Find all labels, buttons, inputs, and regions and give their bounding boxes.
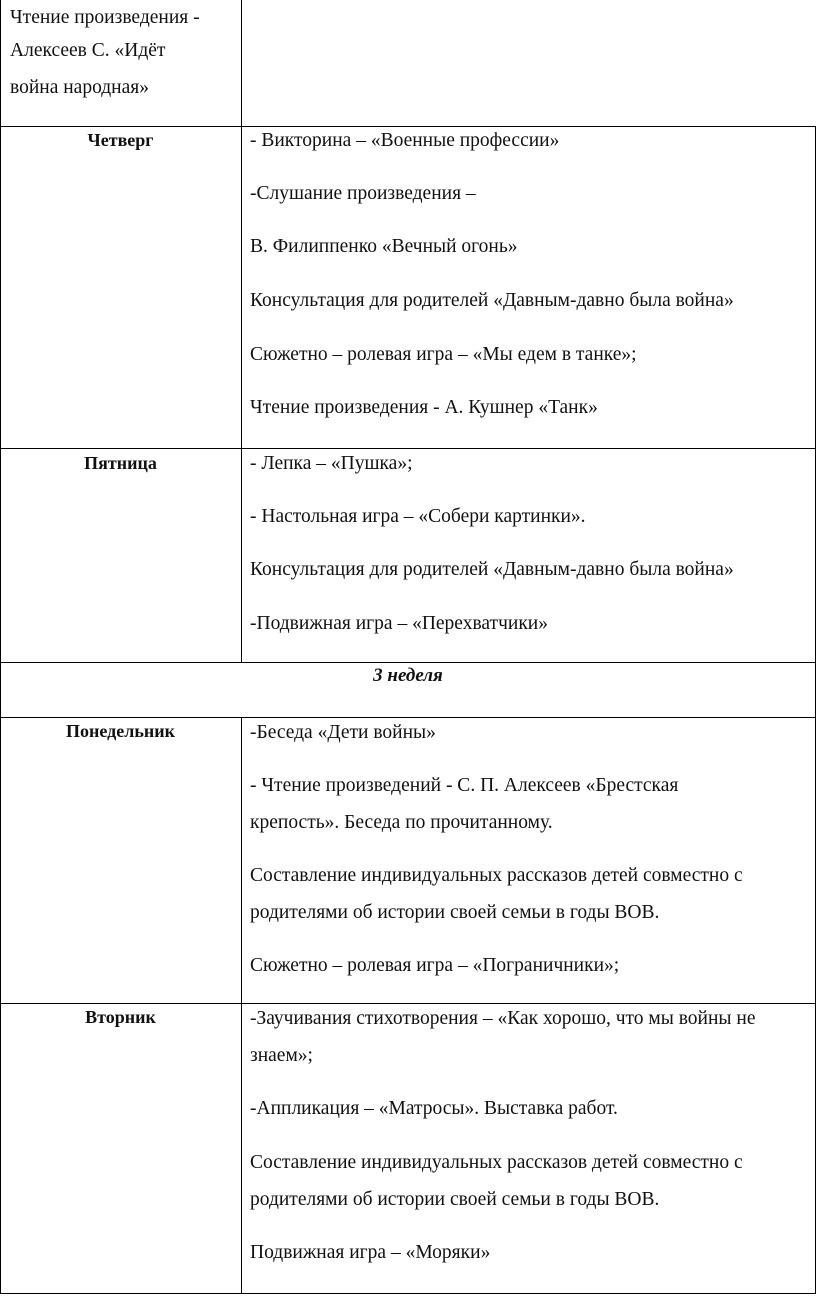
day-label-thursday: Четверг <box>87 130 154 150</box>
activity-line: - Чтение произведений - С. П. Алексеев «Брестская <box>250 775 679 796</box>
activity-line: -Аппликация – «Матросы». Выставка работ. <box>250 1098 618 1119</box>
activity-line: -Подвижная игра – «Перехватчики» <box>250 613 548 634</box>
activity-line: Сюжетно – ролевая игра – «Мы едем в танке»; <box>250 344 637 365</box>
row-border <box>0 662 816 663</box>
activity-line: -Слушание произведения – <box>250 183 476 204</box>
activity-line: Алексеев С. «Идёт <box>10 40 166 61</box>
activity-line: крепость». Беседа по прочитанному. <box>250 812 553 833</box>
activity-line: знаем»; <box>250 1045 313 1066</box>
row-border <box>0 1293 816 1294</box>
activity-line: Консультация для родителей «Давным-давно была война» <box>250 290 734 311</box>
day-label-monday: Понедельник <box>66 721 175 741</box>
activity-line: Сюжетно – ролевая игра – «Пограничники»; <box>250 955 620 976</box>
activity-line: - Лепка – «Пушка»; <box>250 453 413 474</box>
activity-line: война народная» <box>10 77 149 98</box>
activity-line: Подвижная игра – «Моряки» <box>250 1242 491 1263</box>
week-header: 3 неделя <box>373 665 443 686</box>
day-label-friday: Пятница <box>84 453 157 473</box>
column-border <box>241 0 242 663</box>
activity-line: Составление индивидуальных рассказов детей совместно с <box>250 1152 743 1173</box>
activity-line: В. Филиппенко «Вечный огонь» <box>250 236 518 257</box>
activity-line: родителями об истории своей семьи в годы ВОВ. <box>250 1189 660 1210</box>
column-border <box>0 0 1 1294</box>
column-border <box>241 717 242 1294</box>
activity-line: - Настольная игра – «Собери картинки». <box>250 506 586 527</box>
activity-line: -Беседа «Дети войны» <box>250 722 436 743</box>
activity-line: -Заучивания стихотворения – «Как хорошо, что мы войны не <box>250 1008 756 1029</box>
activity-line: - Викторина – «Военные профессии» <box>250 130 560 151</box>
activity-line: Чтение произведения - А. Кушнер «Танк» <box>250 397 598 418</box>
activity-line: Чтение произведения - <box>10 7 200 28</box>
activity-line: Составление индивидуальных рассказов детей совместно с <box>250 865 743 886</box>
day-label-tuesday: Вторник <box>85 1007 156 1027</box>
activity-line: Консультация для родителей «Давным-давно была война» <box>250 559 734 580</box>
activity-line: родителями об истории своей семьи в годы ВОВ. <box>250 902 660 923</box>
